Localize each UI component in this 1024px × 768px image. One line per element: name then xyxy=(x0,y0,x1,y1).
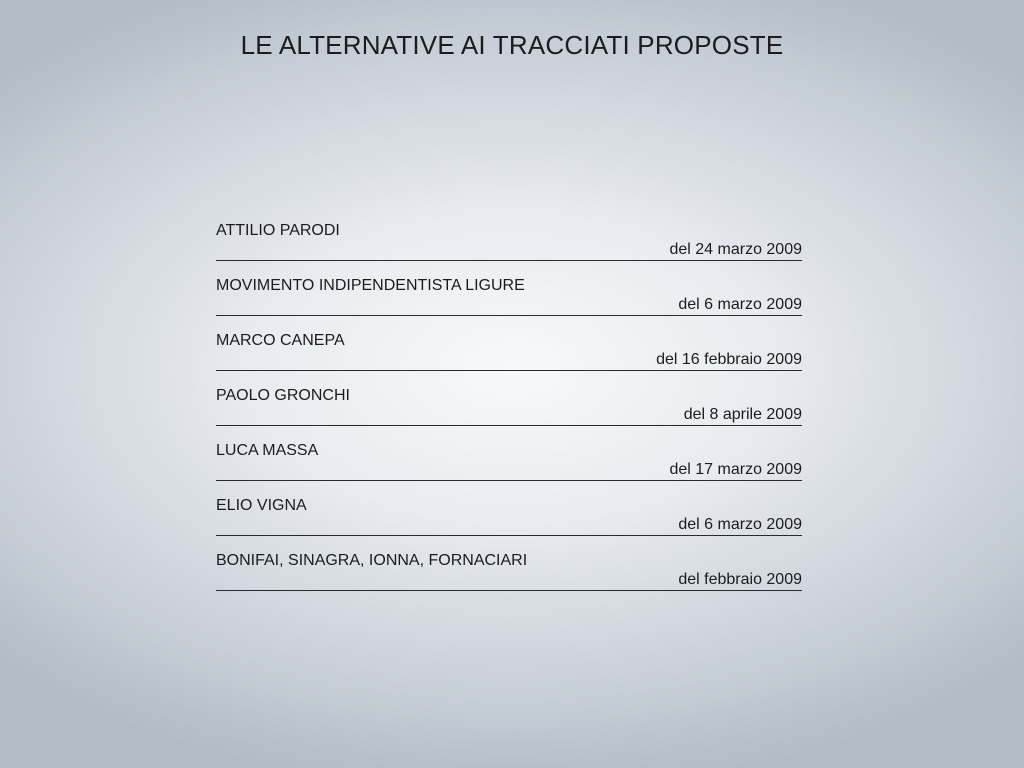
entry-underline xyxy=(216,315,802,316)
list-item xyxy=(216,277,802,332)
list-item xyxy=(216,332,802,387)
entry-date: del febbraio 2009 xyxy=(678,571,802,588)
entry-underline xyxy=(216,535,802,536)
entry-name: MARCO CANEPA xyxy=(216,332,345,349)
entry-date: del 17 marzo 2009 xyxy=(669,461,802,478)
list-item xyxy=(216,387,802,442)
entry-underline xyxy=(216,260,802,261)
entry-date: del 6 marzo 2009 xyxy=(678,296,802,313)
entry-date: del 24 marzo 2009 xyxy=(669,241,802,258)
entry-date: del 16 febbraio 2009 xyxy=(656,351,802,368)
list-item xyxy=(216,222,802,277)
entry-underline xyxy=(216,590,802,591)
entry-date: del 6 marzo 2009 xyxy=(678,516,802,533)
entry-underline xyxy=(216,370,802,371)
entry-name: ELIO VIGNA xyxy=(216,497,307,514)
entry-date: del 8 aprile 2009 xyxy=(683,406,802,423)
entry-underline xyxy=(216,425,802,426)
entry-underline xyxy=(216,480,802,481)
entry-name: BONIFAI, SINAGRA, IONNA, FORNACIARI xyxy=(216,552,528,569)
list-item xyxy=(216,552,802,607)
slide-title: LE ALTERNATIVE AI TRACCIATI PROPOSTE xyxy=(240,30,784,60)
entries-list xyxy=(216,222,802,607)
entry-name: ATTILIO PARODI xyxy=(216,222,340,239)
list-item xyxy=(216,497,802,552)
entry-name: MOVIMENTO INDIPENDENTISTA LIGURE xyxy=(216,277,525,294)
entry-name: PAOLO GRONCHI xyxy=(216,387,350,404)
entry-name: LUCA MASSA xyxy=(216,442,319,459)
list-item xyxy=(216,442,802,497)
